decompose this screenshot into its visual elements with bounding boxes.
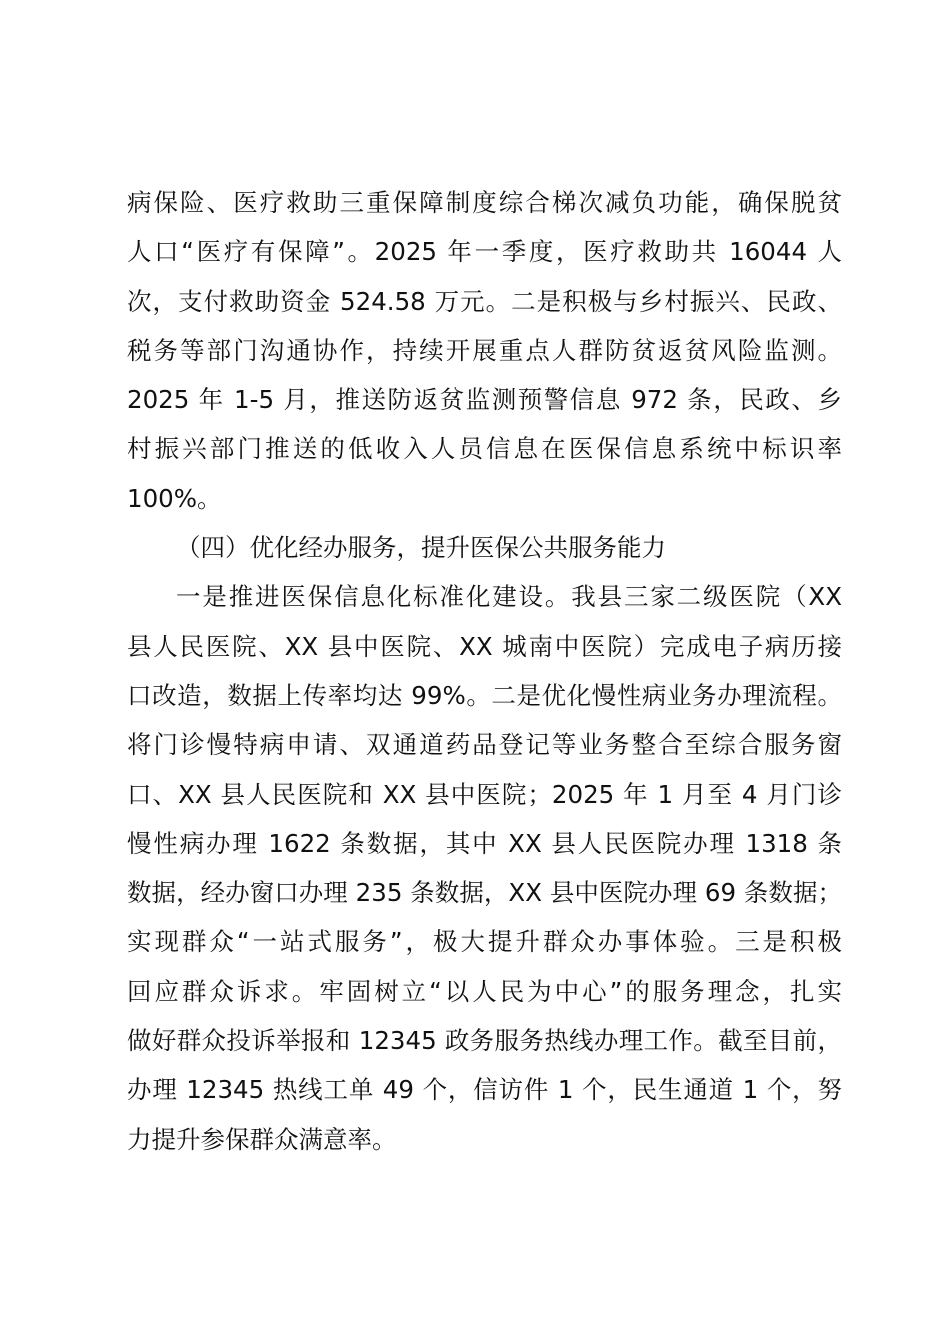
text-line: 村振兴部门推送的低收入人员信息在医保信息系统中标识率: [127, 434, 842, 464]
text-line: 回应群众诉求。牢固树立“以人民为中心”的服务理念，扎实: [127, 976, 842, 1006]
text-line: 将门诊慢特病申请、双通道药品登记等业务整合至综合服务窗: [127, 730, 842, 760]
text-line: 次，支付救助资金 524.58 万元。二是积极与乡村振兴、民政、: [127, 286, 842, 316]
paragraph-continuation: [127, 178, 842, 523]
paragraph-section-4: [127, 572, 842, 1164]
text-line: 人口“医疗有保障”。2025 年一季度，医疗救助共 16044 人: [127, 237, 842, 267]
text-line: 慢性病办理 1622 条数据，其中 XX 县人民医院办理 1318 条: [127, 828, 842, 858]
text-line: 县人民医院、XX 县中医院、XX 城南中医院）完成电子病历接: [127, 631, 842, 661]
text-line: 实现群众“一站式服务”，极大提升群众办事体验。三是积极: [127, 927, 842, 957]
text-line: 一是推进医保信息化标准化建设。我县三家二级医院（XX: [176, 582, 842, 612]
text-line: 100%。: [127, 483, 222, 513]
text-line: 口、XX 县人民医院和 XX 县中医院；2025 年 1 月至 4 月门诊: [127, 779, 842, 809]
text-line: 税务等部门沟通协作，持续开展重点人群防贫返贫风险监测。: [127, 335, 842, 365]
text-line: 做好群众投诉举报和 12345 政务服务热线办理工作。截至目前，: [127, 1026, 842, 1056]
document-body: [127, 178, 842, 1164]
text-line: 口改造，数据上传率均达 99%。二是优化慢性病业务办理流程。: [127, 680, 842, 710]
text-line: 病保险、医疗救助三重保障制度综合梯次减负功能，确保脱贫: [127, 188, 842, 217]
text-line: 力提升参保群众满意率。: [127, 1124, 397, 1154]
text-line: 办理 12345 热线工单 49 个，信访件 1 个，民生通道 1 个，努: [127, 1075, 842, 1105]
text-line: 数据，经办窗口办理 235 条数据，XX 县中医院办理 69 条数据；: [127, 878, 842, 908]
text-line: 2025 年 1-5 月，推送防返贫监测预警信息 972 条，民政、乡: [127, 385, 842, 415]
section-heading: （四）优化经办服务，提升医保公共服务能力: [176, 533, 666, 563]
